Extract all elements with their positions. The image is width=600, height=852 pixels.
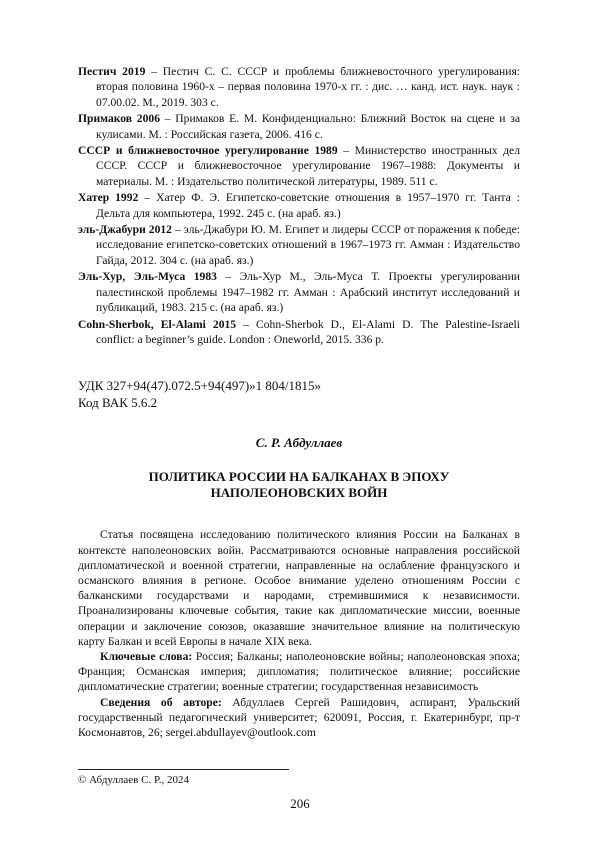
article-title — [78, 469, 520, 501]
bib-text: – Cohn-Sherbok D., El-Alami D. The Palestine-Israeli conflict: a beginner’s guide. London : Oneworld, 2015. 336 p. — [96, 317, 520, 346]
article-author: С. Р. Абдуллаев — [255, 435, 343, 451]
bib-text: – Примаков Е. М. Конфиденциально: Ближний Восток на сцене и за кулисами. М. : Российская газета, 2006. 416 с. — [96, 112, 520, 141]
bib-key: Cohn-Sherbok, El-Alami 2015 — [78, 317, 237, 331]
bib-entry — [78, 111, 520, 142]
bib-text: – Хатер Ф. Э. Египетско-советские отношения в 1957–1970 гг. Танта : Дельта для компьютера, 1992. 245 с. (на араб. яз.) — [96, 191, 520, 220]
bibliography-list — [78, 64, 520, 347]
abstract-text: Статья посвящена исследованию политического влияния России на Балканах в контексте наполеоновских войн. Рассматриваются основные направления российской дипломатической и военной стратегии, направленные на ослабление французского и османского влияния в регионе. Особое внимание уделено отношениям России с балканскими государствами и народами, стремившимися к независимости. Проанализированы ключевые события, такие как дипломатические миссии, военные операции и заключение союзов, оказавшие значительное влияние на политическую карту Балкан и всей Европы в начале XIX века. — [78, 528, 520, 648]
bib-text: – Эль-Хур М., Эль-Муса Т. Проекты урегулировании палестинской проблемы 1947–1982 гг. Амман : Арабский институт исследований и публикаций, 1983. 215 с. (на араб. яз.) — [96, 270, 520, 315]
keywords-paragraph — [78, 649, 520, 695]
keywords-label: Ключевые слова: — [100, 649, 193, 663]
bib-text: – Министерство иностранных дел СССР. СССР и ближневосточное урегулирование 1967–1988: Документы и материалы. М. : Издательство политической литературы, 1989. 511 с. — [96, 144, 520, 188]
bib-key: Примаков 2006 — [78, 112, 160, 126]
title-line: ПОЛИТИКА РОССИИ НА БАЛКАНАХ В ЭПОХУ — [148, 469, 450, 485]
footnote-divider — [78, 769, 289, 770]
bib-key: Хатер 1992 — [78, 191, 139, 205]
bib-entry — [78, 317, 520, 348]
bib-key: Эль-Хур, Эль-Муса 1983 — [78, 270, 217, 284]
bib-text: – эль-Джабури Ю. М. Египет и лидеры СССР от поражения к победе: исследование египетско-советских отношений в 1967–1973 гг. Амман : Издательство Гайда, 2012. 304 с. (на араб. яз.) — [96, 223, 521, 267]
bib-key: СССР и ближневосточное урегулирование 1989 — [78, 144, 338, 158]
bib-key: эль-Джабури 2012 — [78, 223, 172, 237]
copyright-footnote: © Абдуллаев С. Р., 2024 — [78, 774, 189, 786]
abstract-block — [78, 527, 520, 740]
bib-entry — [78, 222, 520, 268]
title-line: НАПОЛЕОНОВСКИХ ВОЙН — [210, 485, 388, 501]
author-info-label: Сведения об авторе: — [100, 695, 222, 709]
keywords-text: Россия; Балканы; наполеоновские войны; наполеоновская эпоха; Франция; Османская империя; дипломатия; политическое влияние; российские дипломатические стратегии; военные стратегии; государственная независимость — [78, 649, 520, 694]
bib-entry — [78, 269, 520, 315]
bib-text: – Пестич С. С. СССР и проблемы ближневосточного урегулирования: вторая половина 1960-х – первая половина 1970-х гг. : дис. … канд. ист. наук. наук : 07.00.02. М., 2019. 303 с. — [96, 65, 521, 109]
author-info-paragraph — [78, 695, 520, 741]
bib-entry — [78, 143, 520, 189]
article-page — [78, 64, 520, 740]
classification-codes — [78, 377, 520, 411]
udc-code: УДК 327+94(47).072.5+94(497)»1 804/1815» — [78, 378, 322, 394]
vak-code: Код ВАК 5.6.2 — [78, 395, 158, 411]
page-number: 206 — [290, 796, 310, 811]
bib-entry — [78, 64, 520, 110]
bib-entry — [78, 190, 520, 221]
author-info-text: Абдуллаев Сергей Рашидович, аспирант, Уральский государственный педагогический университет; 620091, Россия, г. Екатеринбург, пр-т Космонавтов, 26; sergei.abdullayev@outlook.com — [78, 695, 520, 739]
bib-key: Пестич 2019 — [78, 65, 146, 78]
